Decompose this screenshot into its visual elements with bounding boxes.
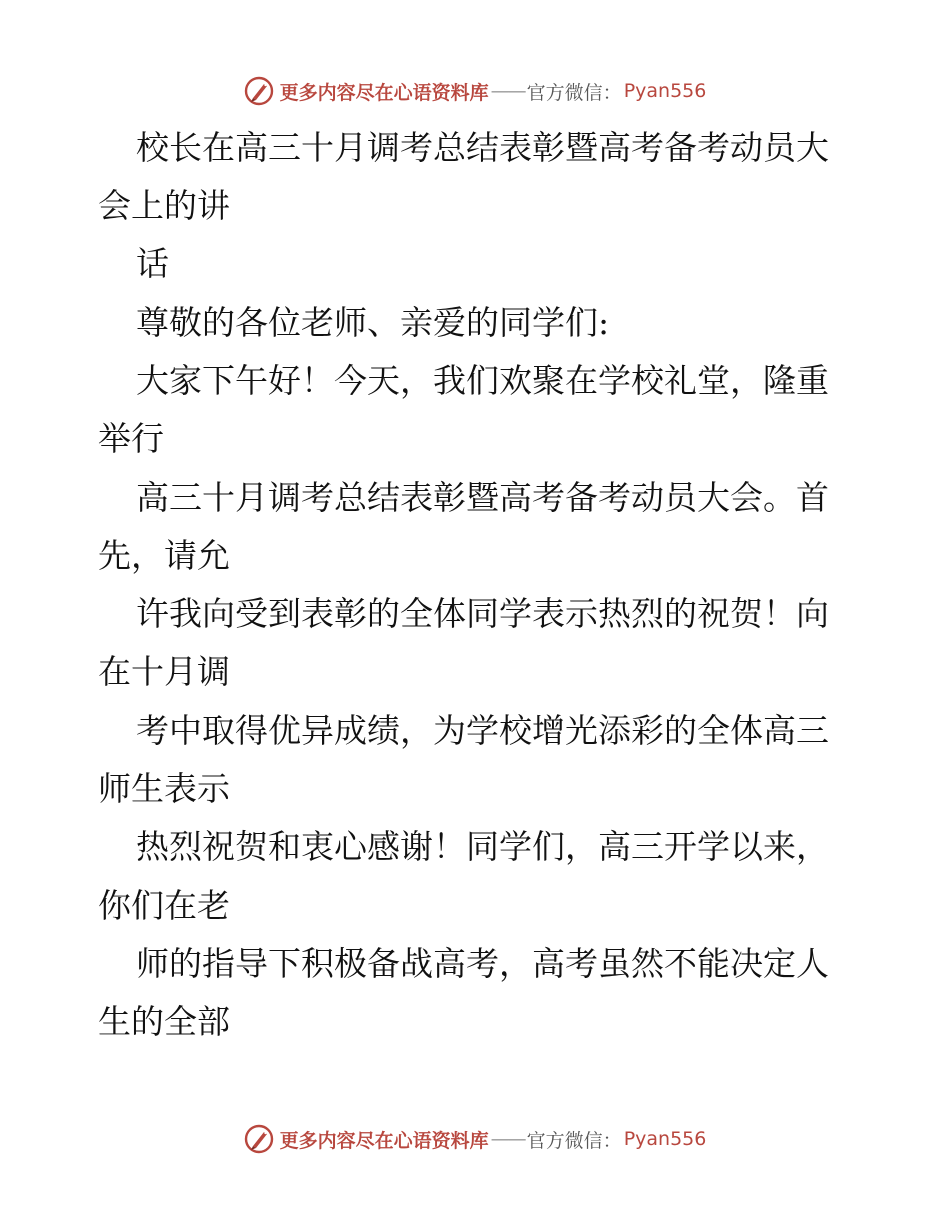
paragraph-line: 在十月调 <box>98 652 230 691</box>
banner-official-label: 官方微信： <box>526 81 622 104</box>
quill-pen-circle-icon <box>244 76 274 106</box>
paragraph-line: 举行 <box>98 419 164 458</box>
banner-separator: —— <box>490 1128 525 1150</box>
banner-wechat-id: Pyan556 <box>623 80 707 102</box>
salutation-line: 尊敬的各位老师、亲爱的同学们: <box>136 303 610 342</box>
title-line-3: 话 <box>136 244 169 283</box>
paragraph-line: 大家下午好！今天，我们欢聚在学校礼堂，隆重 <box>136 361 829 400</box>
paragraph-line: 考中取得优异成绩，为学校增光添彩的全体高三 <box>136 711 829 750</box>
footer-banner <box>0 1119 950 1159</box>
paragraph-line: 师的指导下积极备战高考，高考虽然不能决定人 <box>136 944 829 983</box>
title-line-1: 校长在高三十月调考总结表彰暨高考备考动员大 <box>136 128 829 167</box>
paragraph-line: 高三十月调考总结表彰暨高考备考动员大会。首 <box>136 478 829 517</box>
banner-main-text: 更多内容尽在心语资料库 <box>279 81 489 104</box>
banner-main-text: 更多内容尽在心语资料库 <box>279 1129 489 1152</box>
header-banner <box>0 71 950 111</box>
paragraph-line: 你们在老 <box>98 886 230 925</box>
banner-official-label: 官方微信： <box>526 1129 622 1152</box>
paragraph-line: 先，请允 <box>98 536 230 575</box>
quill-pen-circle-icon <box>244 1124 274 1154</box>
banner-separator: —— <box>490 80 525 102</box>
paragraph-line: 许我向受到表彰的全体同学表示热烈的祝贺！向 <box>136 594 829 633</box>
paragraph-line: 热烈祝贺和衷心感谢！同学们，高三开学以来， <box>136 827 829 866</box>
paragraph-line: 生的全部 <box>98 1002 230 1041</box>
banner-wechat-id: Pyan556 <box>623 1128 707 1150</box>
paragraph-line: 师生表示 <box>98 769 230 808</box>
title-line-2: 会上的讲 <box>98 186 230 225</box>
